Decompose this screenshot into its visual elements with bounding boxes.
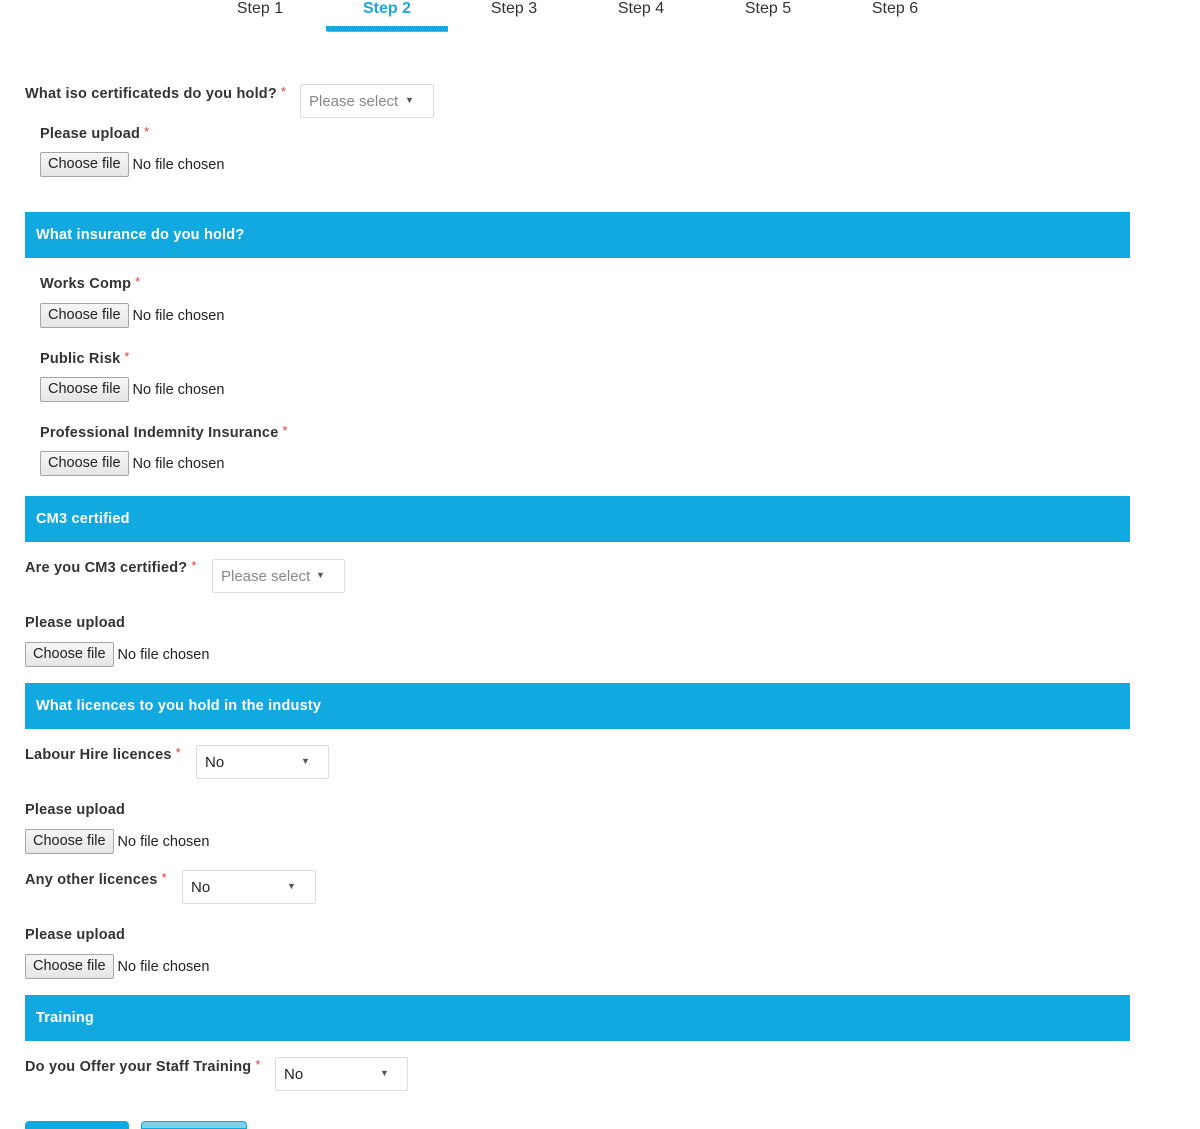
works-comp-label: Works Comp * bbox=[40, 274, 141, 292]
required-marker: * bbox=[175, 745, 181, 760]
choose-file-button[interactable]: Choose file bbox=[40, 377, 129, 402]
active-step-indicator bbox=[326, 26, 448, 32]
iso-file-input[interactable] bbox=[40, 151, 224, 178]
works-comp-file-input[interactable] bbox=[40, 302, 224, 329]
chevron-down-icon: ▼ bbox=[287, 881, 296, 891]
choose-file-button[interactable]: Choose file bbox=[25, 829, 114, 854]
training-question-label: Do you Offer your Staff Training * bbox=[25, 1057, 261, 1075]
choose-file-button[interactable]: Choose file bbox=[40, 303, 129, 328]
iso-select[interactable]: Please select ▼ bbox=[300, 84, 434, 118]
required-marker: * bbox=[280, 84, 287, 99]
step-6-tab[interactable]: Step 6 bbox=[871, 0, 919, 17]
step-5-tab[interactable]: Step 5 bbox=[744, 0, 792, 17]
required-marker: * bbox=[282, 423, 288, 438]
cm3-select[interactable]: Please select ▼ bbox=[212, 559, 345, 593]
required-marker: * bbox=[135, 274, 141, 289]
file-status: No file chosen bbox=[132, 307, 225, 324]
other-licences-upload-label: Please upload bbox=[25, 927, 126, 943]
training-section-header: Training bbox=[25, 995, 1130, 1041]
labour-hire-label: Labour Hire licences * bbox=[25, 745, 181, 763]
other-licences-file-input[interactable] bbox=[25, 953, 209, 980]
iso-upload-label: Please upload * bbox=[40, 124, 150, 142]
step-4-tab[interactable]: Step 4 bbox=[617, 0, 665, 17]
file-status: No file chosen bbox=[132, 156, 225, 173]
file-status: No file chosen bbox=[117, 833, 210, 850]
required-marker: * bbox=[144, 124, 150, 139]
professional-indemnity-file-input[interactable] bbox=[40, 450, 224, 477]
chevron-down-icon: ▼ bbox=[301, 756, 310, 766]
previous-button[interactable] bbox=[25, 1121, 129, 1129]
chevron-down-icon: ▼ bbox=[316, 570, 325, 580]
public-risk-file-input[interactable] bbox=[40, 376, 224, 403]
training-select[interactable]: No ▼ bbox=[275, 1057, 408, 1091]
cm3-upload-label: Please upload bbox=[25, 615, 126, 631]
iso-question-label: What iso certificateds do you hold? * bbox=[25, 84, 287, 102]
cm3-question-label: Are you CM3 certified? * bbox=[25, 558, 197, 576]
cm3-section-header: CM3 certified bbox=[25, 496, 1130, 542]
licences-section-header: What licences to you hold in the industy bbox=[25, 683, 1130, 729]
step-1-tab[interactable]: Step 1 bbox=[236, 0, 284, 17]
file-status: No file chosen bbox=[117, 958, 210, 975]
public-risk-label: Public Risk * bbox=[40, 349, 130, 367]
next-button[interactable] bbox=[141, 1121, 247, 1129]
chevron-down-icon: ▼ bbox=[380, 1068, 389, 1078]
required-marker: * bbox=[191, 558, 197, 573]
choose-file-button[interactable]: Choose file bbox=[25, 954, 114, 979]
labour-hire-select[interactable]: No ▼ bbox=[196, 745, 329, 779]
other-licences-select[interactable]: No ▼ bbox=[182, 870, 316, 904]
required-marker: * bbox=[255, 1057, 261, 1072]
choose-file-button[interactable]: Choose file bbox=[25, 642, 114, 667]
file-status: No file chosen bbox=[132, 455, 225, 472]
file-status: No file chosen bbox=[117, 646, 210, 663]
chevron-down-icon: ▼ bbox=[405, 95, 414, 105]
choose-file-button[interactable]: Choose file bbox=[40, 451, 129, 476]
step-3-tab[interactable]: Step 3 bbox=[490, 0, 538, 17]
professional-indemnity-label: Professional Indemnity Insurance * bbox=[40, 423, 288, 441]
step-2-tab[interactable]: Step 2 bbox=[362, 0, 411, 17]
labour-hire-file-input[interactable] bbox=[25, 828, 209, 855]
file-status: No file chosen bbox=[132, 381, 225, 398]
required-marker: * bbox=[161, 870, 167, 885]
other-licences-label: Any other licences * bbox=[25, 870, 167, 888]
required-marker: * bbox=[124, 349, 130, 364]
choose-file-button[interactable]: Choose file bbox=[40, 152, 129, 177]
insurance-section-header: What insurance do you hold? bbox=[25, 212, 1130, 258]
labour-hire-upload-label: Please upload bbox=[25, 802, 126, 818]
cm3-file-input[interactable] bbox=[25, 641, 209, 668]
